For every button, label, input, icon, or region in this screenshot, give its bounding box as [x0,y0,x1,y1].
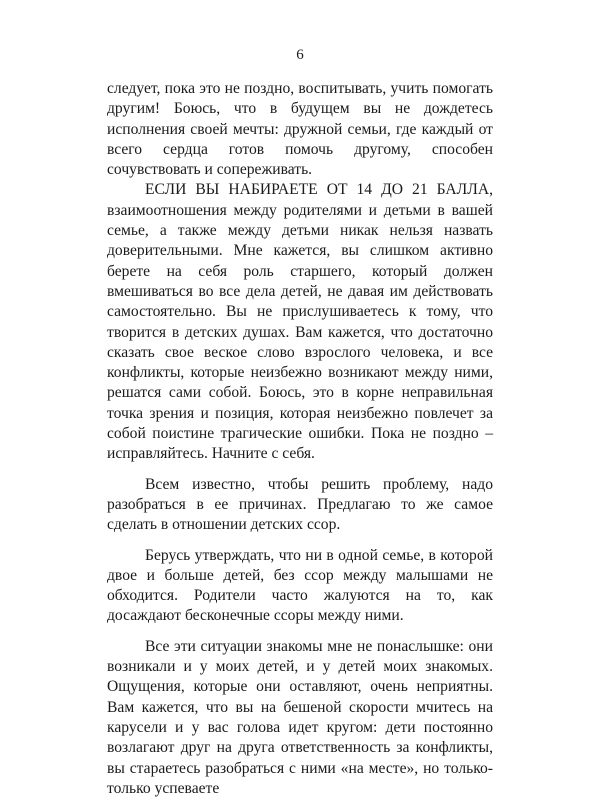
paragraph-situations: Все эти ситуации знакомы мне не понаслышке: они возникали и у моих детей, и у детей моих знакомых. Ощущения, которые они оставляют, очень неприятны. Вам кажется, что вы на бешеной скорости мчитесь на карусели и у вас голова идет кругом: дети постоянно возлагают друг на друга ответственность за конфликты, вы стараетесь разобраться с ними «на месте», но только-только успеваете [107,637,493,797]
text-body [107,79,493,799]
paragraph-quarrels: Берусь утверждать, что ни в одной семье, в которой двое и больше детей, без ссор между малышами не обходится. Родители часто жалуются на то, как досаждают бесконечные ссоры между ними. [107,546,493,625]
paragraph-causes: Всем известно, чтобы решить проблему, надо разобраться в ее причинах. Предлагаю то же самое сделать в отношении детских ссор. [107,475,493,534]
paragraph-continuation: следует, пока это не поздно, воспитывать, учить помогать другим! Боюсь, что в будущем вы не дождетесь исполнения своей мечты: дружной семьи, где каждый от всего сердца готов помочь другому, способен сочувствовать и сопереживать. [107,80,493,179]
paragraph-score-14-21: ЕСЛИ ВЫ НАБИРАЕТЕ ОТ 14 ДО 21 БАЛЛА, взаимоотношения между родителями и детьми в вашей семье, а также между детьми никак нельзя назвать доверительными. Мне кажется, вы слишком активно берете на себя роль старшего, который должен вмешиваться во все дела детей, не давая им действовать самостоятельно. Вы не прислушиваетесь к тому, что творится в детских душах. Вам кажется, что достаточно сказать свое веское слово взрослого человека, и все конфликты, которые неизбежно возникают между ними, решатся сами собой. Боюсь, это в корне неправильная точка зрения и позиция, которая неизбежно повлечет за собой поистине трагические ошибки. Пока не поздно – исправляйтесь. Начните с себя. [107,181,493,463]
page-number: 6 [296,47,304,63]
